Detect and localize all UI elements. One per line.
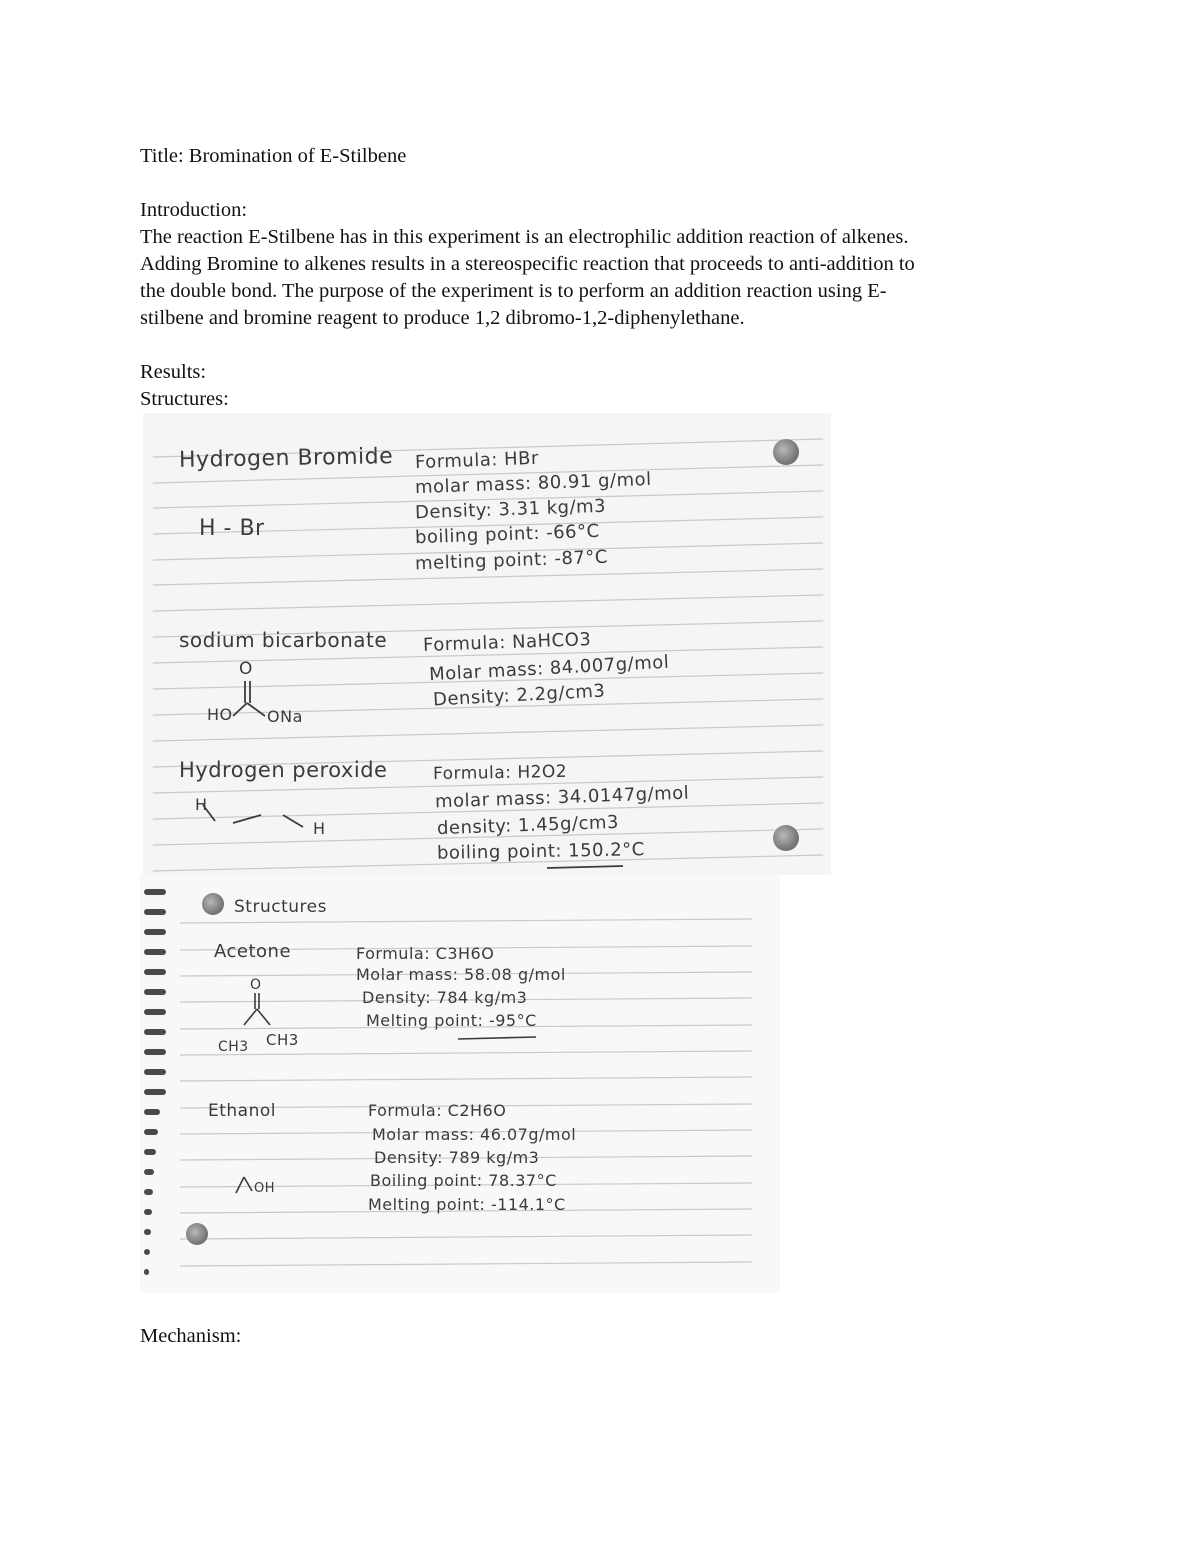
spiral-ring [144,889,166,895]
peroxide-formula: Formula: H2O2 [432,761,568,785]
acetone-formula: Formula: C3H6O [356,944,495,963]
binder-hole [186,1223,208,1245]
binder-hole [773,439,799,465]
underline [547,866,623,868]
spiral-ring [144,1049,166,1055]
spiral-ring [144,929,166,935]
acetone-density: Density: 784 kg/m3 [362,988,528,1007]
ethanol-molar-mass: Molar mass: 46.07g/mol [372,1125,577,1144]
hbr-boiling-point: boiling point: -66°C [414,520,600,549]
peroxide-density: density: 1.45g/cm3 [436,811,620,840]
sodium-bicarbonate-name: sodium bicarbonate [179,628,388,652]
ruled-lines [140,875,780,1293]
spiral-ring [144,1069,166,1075]
spiral-ring [144,1009,166,1015]
results-heading: Results: [140,361,207,383]
spiral-ring [144,1149,156,1155]
acetone-melting-point: Melting point: -95°C [366,1011,537,1030]
bicarbonate-molar-mass: Molar mass: 84.007g/mol [428,651,670,686]
spiral-ring [144,1249,150,1255]
notebook-photo-1 [143,413,831,875]
binder-hole [773,825,799,851]
hydrogen-peroxide-name: Hydrogen peroxide [179,758,388,782]
spiral-ring [144,1189,153,1195]
introduction-line: Adding Bromine to alkenes results in a stereospecific reaction that proceeds to anti-addition to [140,253,915,275]
introduction-paragraph [140,224,1060,332]
bicarbonate-density: Density: 2.2g/cm3 [432,680,606,711]
acetone-name: Acetone [214,941,292,962]
document-title: Title: Bromination of E-Stilbene [140,145,407,167]
notebook-photo-2 [140,875,780,1293]
peroxide-h-right-label: H [313,819,326,838]
hbr-formula: Formula: HBr [414,447,540,474]
spiral-ring [144,949,166,955]
hbr-melting-point: melting point: -87°C [414,546,609,575]
spiral-ring [144,969,166,975]
bicarbonate-ho-label: HO [207,705,233,724]
structures-heading: Structures: [140,388,229,410]
acetone-structure-lines [244,993,270,1025]
ethanol-structure-lines [236,1177,252,1193]
ethanol-oh-label: OH [254,1181,276,1196]
hbr-density: Density: 3.31 kg/m3 [414,495,607,524]
ethanol-name: Ethanol [208,1101,276,1121]
acetone-molar-mass: Molar mass: 58.08 g/mol [356,965,566,984]
ethanol-formula: Formula: C2H6O [368,1101,507,1120]
spiral-ring [144,1089,166,1095]
acetone-ch3-left-label: CH3 [218,1039,249,1055]
spiral-ring [144,1129,158,1135]
mechanism-heading: Mechanism: [140,1325,242,1347]
spiral-ring [144,1169,154,1175]
introduction-line: stilbene and bromine reagent to produce 1,2 dibromo-1,2-diphenylethane. [140,307,745,329]
bicarbonate-formula: Formula: NaHCO3 [422,629,592,656]
binder-hole [202,893,224,915]
structures-note-heading: Structures [234,897,327,917]
acetone-ch3-right-label: CH3 [266,1031,299,1049]
bicarbonate-oxygen-label: O [239,659,253,679]
spiral-ring [144,1029,166,1035]
ethanol-density: Density: 789 kg/m3 [374,1148,540,1167]
ethanol-melting-point: Melting point: -114.1°C [368,1195,566,1214]
hydrogen-bromide-structure: H - Br [199,516,265,541]
spiral-ring [144,1109,160,1115]
spiral-ring [144,1229,151,1235]
peroxide-molar-mass: molar mass: 34.0147g/mol [434,782,690,813]
introduction-heading: Introduction: [140,199,248,221]
spiral-ring [144,909,166,915]
spiral-ring [144,1269,149,1275]
underline [458,1037,536,1039]
peroxide-h-left-label: H [195,795,208,814]
spiral-ring [144,1209,152,1215]
ethanol-boiling-point: Boiling point: 78.37°C [370,1171,557,1190]
hbr-molar-mass: molar mass: 80.91 g/mol [414,468,652,499]
spiral-ring [144,989,166,995]
hydrogen-bromide-name: Hydrogen Bromide [178,444,394,473]
peroxide-boiling-point: boiling point: 150.2°C [436,839,645,864]
introduction-line: The reaction E-Stilbene has in this experiment is an electrophilic addition reaction of alkenes. [140,226,909,248]
bicarbonate-ona-label: ONa [267,707,303,726]
introduction-line: the double bond. The purpose of the experiment is to perform an addition reaction using E- [140,280,887,302]
acetone-oxygen-label: O [250,977,262,993]
